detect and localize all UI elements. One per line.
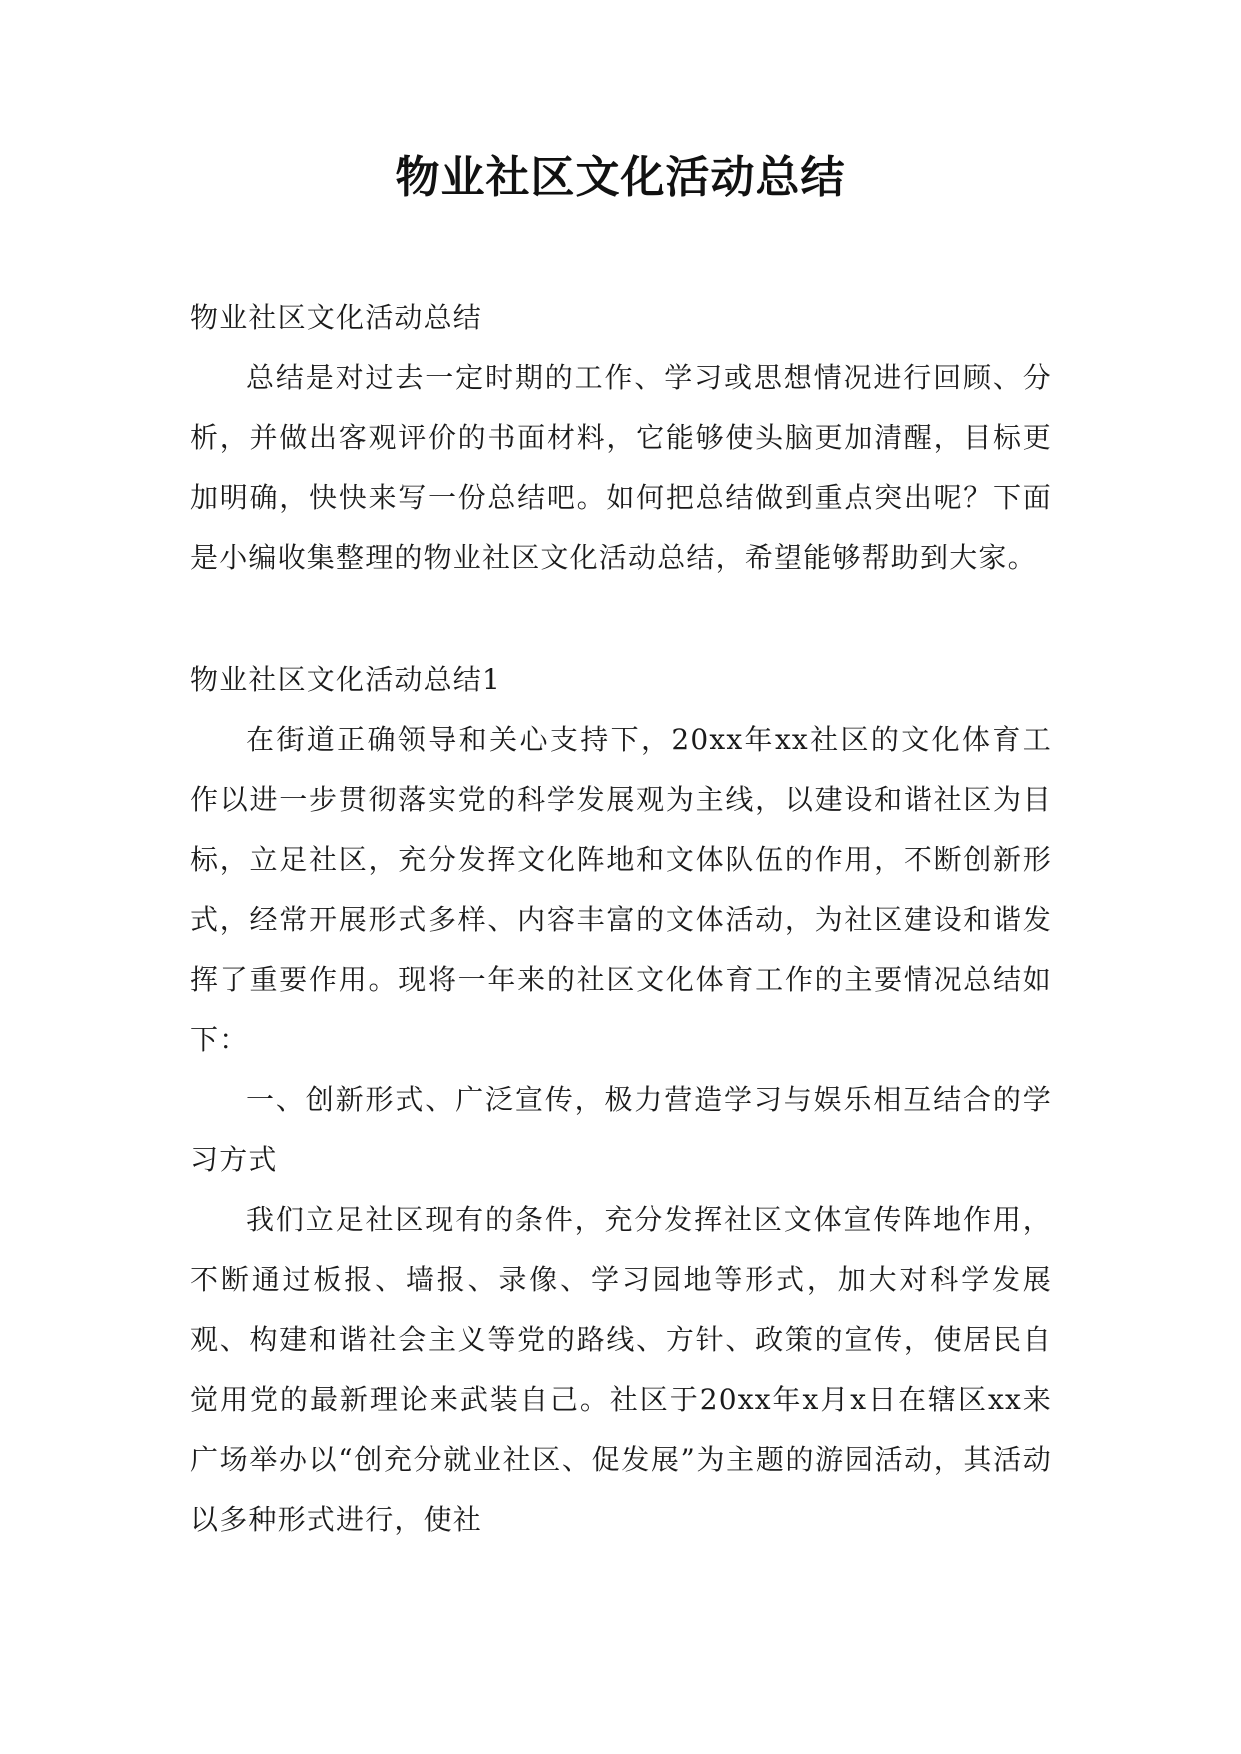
section-heading-1: 物业社区文化活动总结1	[190, 663, 502, 696]
body-paragraph: 我们立足社区现有的条件，充分发挥社区文体宣传阵地作用，不断通过板报、墙报、录像、学习园地等形式，加大对科学发展观、构建和谐社会主义等党的路线、方针、政策的宣传，使居民自觉用党的最新理论来武装自己。社区于20xx年x月x日在辖区xx来广场举办以“创充分就业社区、促发展”为主题的游园活动，其活动以多种形式进行，使社	[190, 1203, 1052, 1536]
document-body	[190, 288, 1052, 1550]
subsection-heading: 一、创新形式、广泛宣传，极力营造学习与娱乐相互结合的学习方式	[190, 1083, 1052, 1176]
section-heading: 物业社区文化活动总结	[190, 301, 483, 334]
body-paragraph: 在街道正确领导和关心支持下，20xx年xx社区的文化体育工作以进一步贯彻落实党的科学发展观为主线，以建设和谐社区为目标，立足社区，充分发挥文化阵地和文体队伍的作用，不断创新形式，经常开展形式多样、内容丰富的文体活动，为社区建设和谐发挥了重要作用。现将一年来的社区文化体育工作的主要情况总结如下：	[190, 723, 1052, 1056]
document-title: 物业社区文化活动总结	[395, 152, 846, 203]
intro-paragraph: 总结是对过去一定时期的工作、学习或思想情况进行回顾、分析，并做出客观评价的书面材料，它能够使头脑更加清醒，目标更加明确，快快来写一份总结吧。如何把总结做到重点突出呢？下面是小编收集整理的物业社区文化活动总结，希望能够帮助到大家。	[190, 361, 1052, 574]
